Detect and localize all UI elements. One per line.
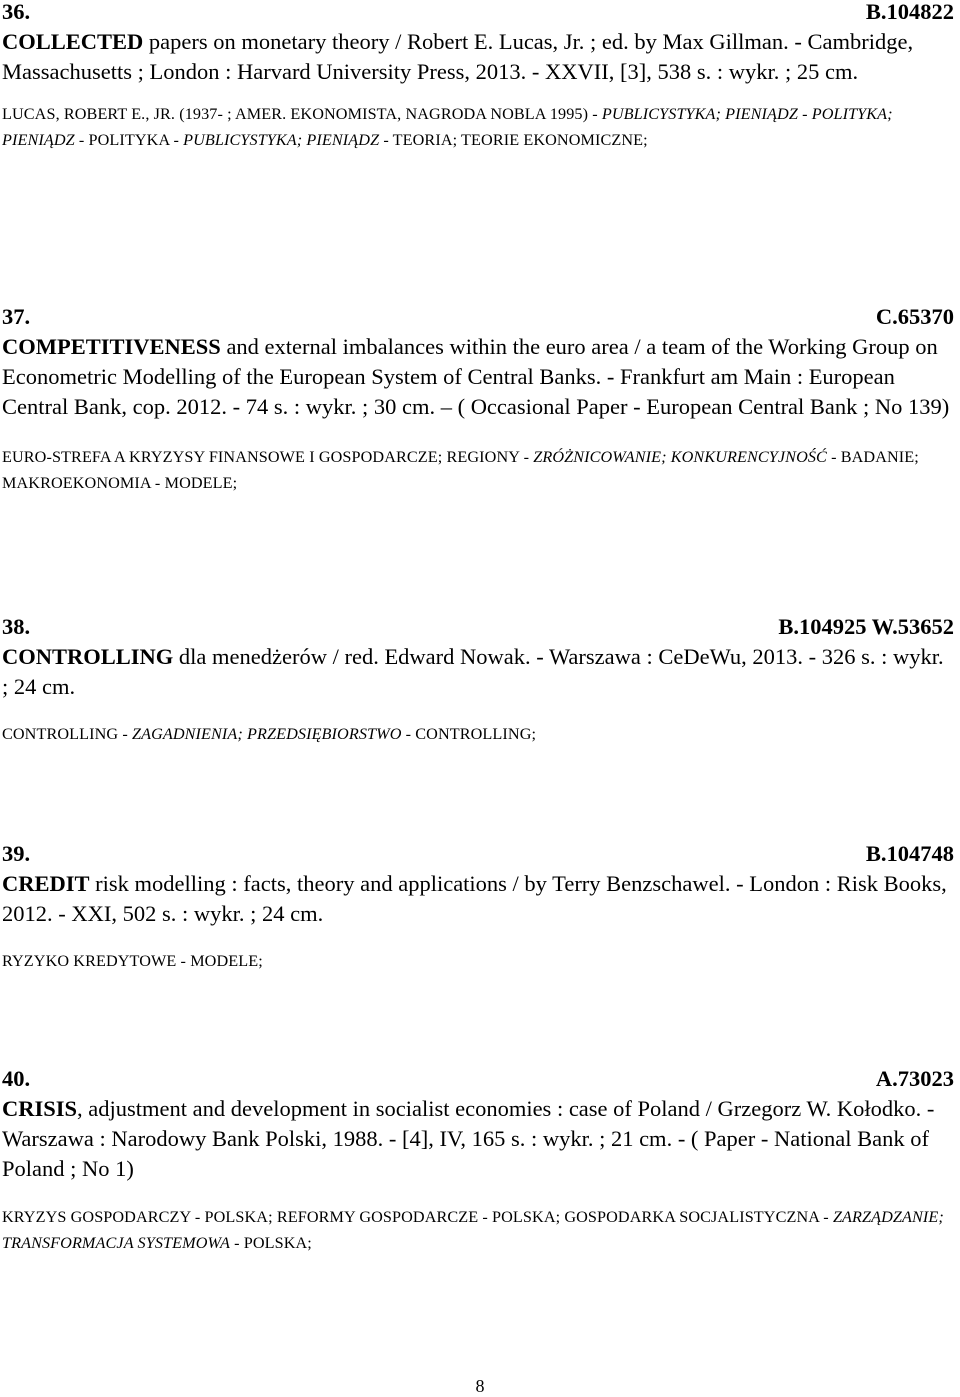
subject-headings (2, 444, 954, 496)
entry-header (2, 612, 954, 642)
title-keyword: COMPETITIVENESS (2, 334, 221, 359)
subject-text: - TEORIA; TEORIE EKONOMICZNE; (379, 131, 648, 149)
entry-number: 36. (2, 0, 31, 24)
page-number: 8 (475, 1376, 485, 1396)
subject-text: - CONTROLLING; (401, 725, 537, 743)
subject-text: CONTROLLING - (2, 725, 132, 743)
bibliographic-description (2, 642, 954, 702)
subject-text: - BADANIE; MAKROEKONOMIA - MODELE; (2, 448, 919, 492)
entry-40 (2, 1064, 954, 1256)
description-text: , adjustment and development in socialist economies : case of Poland / Grzegorz W. Kołodko. - Warszawa : Narodowy Bank Polski, 1988. - [4], IV, 165 s. : wykr. ; 21 cm. - ( Paper - National Bank of Poland ; No 1) (2, 1096, 935, 1181)
title-keyword: COLLECTED (2, 29, 144, 54)
entry-38 (2, 612, 954, 747)
entry-number: 40. (2, 1066, 31, 1091)
subject-headings (2, 101, 954, 153)
subject-text: - POLITYKA - (74, 131, 184, 149)
title-keyword: CRISIS (2, 1096, 78, 1121)
subject-headings (2, 721, 954, 747)
title-keyword: CREDIT (2, 871, 90, 896)
entry-number: 39. (2, 841, 31, 866)
subject-text-italic: ZRÓŻNICOWANIE; KONKURENCYJNOŚĆ (533, 448, 827, 466)
subject-text-italic: PUBLICYSTYKA; PIENIĄDZ (183, 131, 380, 149)
subject-text: RYZYKO KREDYTOWE - MODELE; (2, 952, 263, 970)
description-text: papers on monetary theory / Robert E. Lucas, Jr. ; ed. by Max Gillman. - Cambridge, Massachusetts ; London : Harvard University Press, 2013. - XXVII, [3], 538 s. : wykr. ; 25 cm. (2, 29, 914, 84)
entry-number: 37. (2, 304, 31, 329)
entry-header (2, 302, 954, 332)
subject-text: EURO-STREFA A KRYZYSY FINANSOWE I GOSPODARCZE; REGIONY - (2, 448, 534, 466)
title-keyword: CONTROLLING (2, 644, 174, 669)
description-text: risk modelling : facts, theory and applications / by Terry Benzschawel. - London : Risk Books, 2012. - XXI, 502 s. : wykr. ; 24 cm. (2, 871, 947, 926)
subject-headings (2, 1204, 954, 1256)
entry-header (2, 839, 954, 869)
bibliographic-description (2, 27, 954, 87)
entry-39 (2, 839, 954, 974)
call-number: A.73023 (875, 1066, 954, 1091)
entry-36 (2, 0, 954, 153)
entry-header (2, 0, 954, 27)
call-number: B.104925 W.53652 (778, 614, 954, 639)
entry-number: 38. (2, 614, 31, 639)
subject-text-italic: ZARZĄDZANIE; TRANSFORMACJA SYSTEMOWA (2, 1208, 944, 1252)
bibliographic-description (2, 332, 954, 422)
subject-text: LUCAS, ROBERT E., JR. (1937- ; AMER. EKONOMISTA, NAGRODA NOBLA 1995) - (2, 105, 602, 123)
entry-header (2, 1064, 954, 1094)
call-number: B.104748 (865, 841, 954, 866)
description-text: dla menedżerów / red. Edward Nowak. - Warszawa : CeDeWu, 2013. - 326 s. : wykr. ; 24 cm. (2, 644, 944, 699)
subject-text-italic: PUBLICYSTYKA; PIENIĄDZ - POLITYKA; PIENIĄDZ (2, 105, 893, 149)
subject-text: KRYZYS GOSPODARCZY - POLSKA; REFORMY GOSPODARCZE - POLSKA; GOSPODARKA SOCJALISTYCZNA - (2, 1208, 833, 1226)
subject-text-italic: ZAGADNIENIA; PRZEDSIĘBIORSTWO (131, 725, 402, 743)
call-number: C.65370 (875, 304, 954, 329)
subject-headings (2, 948, 954, 974)
call-number: B.104822 (865, 0, 954, 24)
description-text: and external imbalances within the euro area / a team of the Working Group on Econometric Modelling of the European System of Central Banks. - Frankfurt am Main : European Central Bank, cop. 2012. - 74 s. : wykr. ; 30 cm. – ( Occasional Paper - European Central Bank ; No 139) (2, 334, 950, 419)
subject-text: - POLSKA; (229, 1234, 312, 1252)
bibliographic-description (2, 869, 954, 929)
entry-37 (2, 302, 954, 496)
bibliographic-description (2, 1094, 954, 1184)
